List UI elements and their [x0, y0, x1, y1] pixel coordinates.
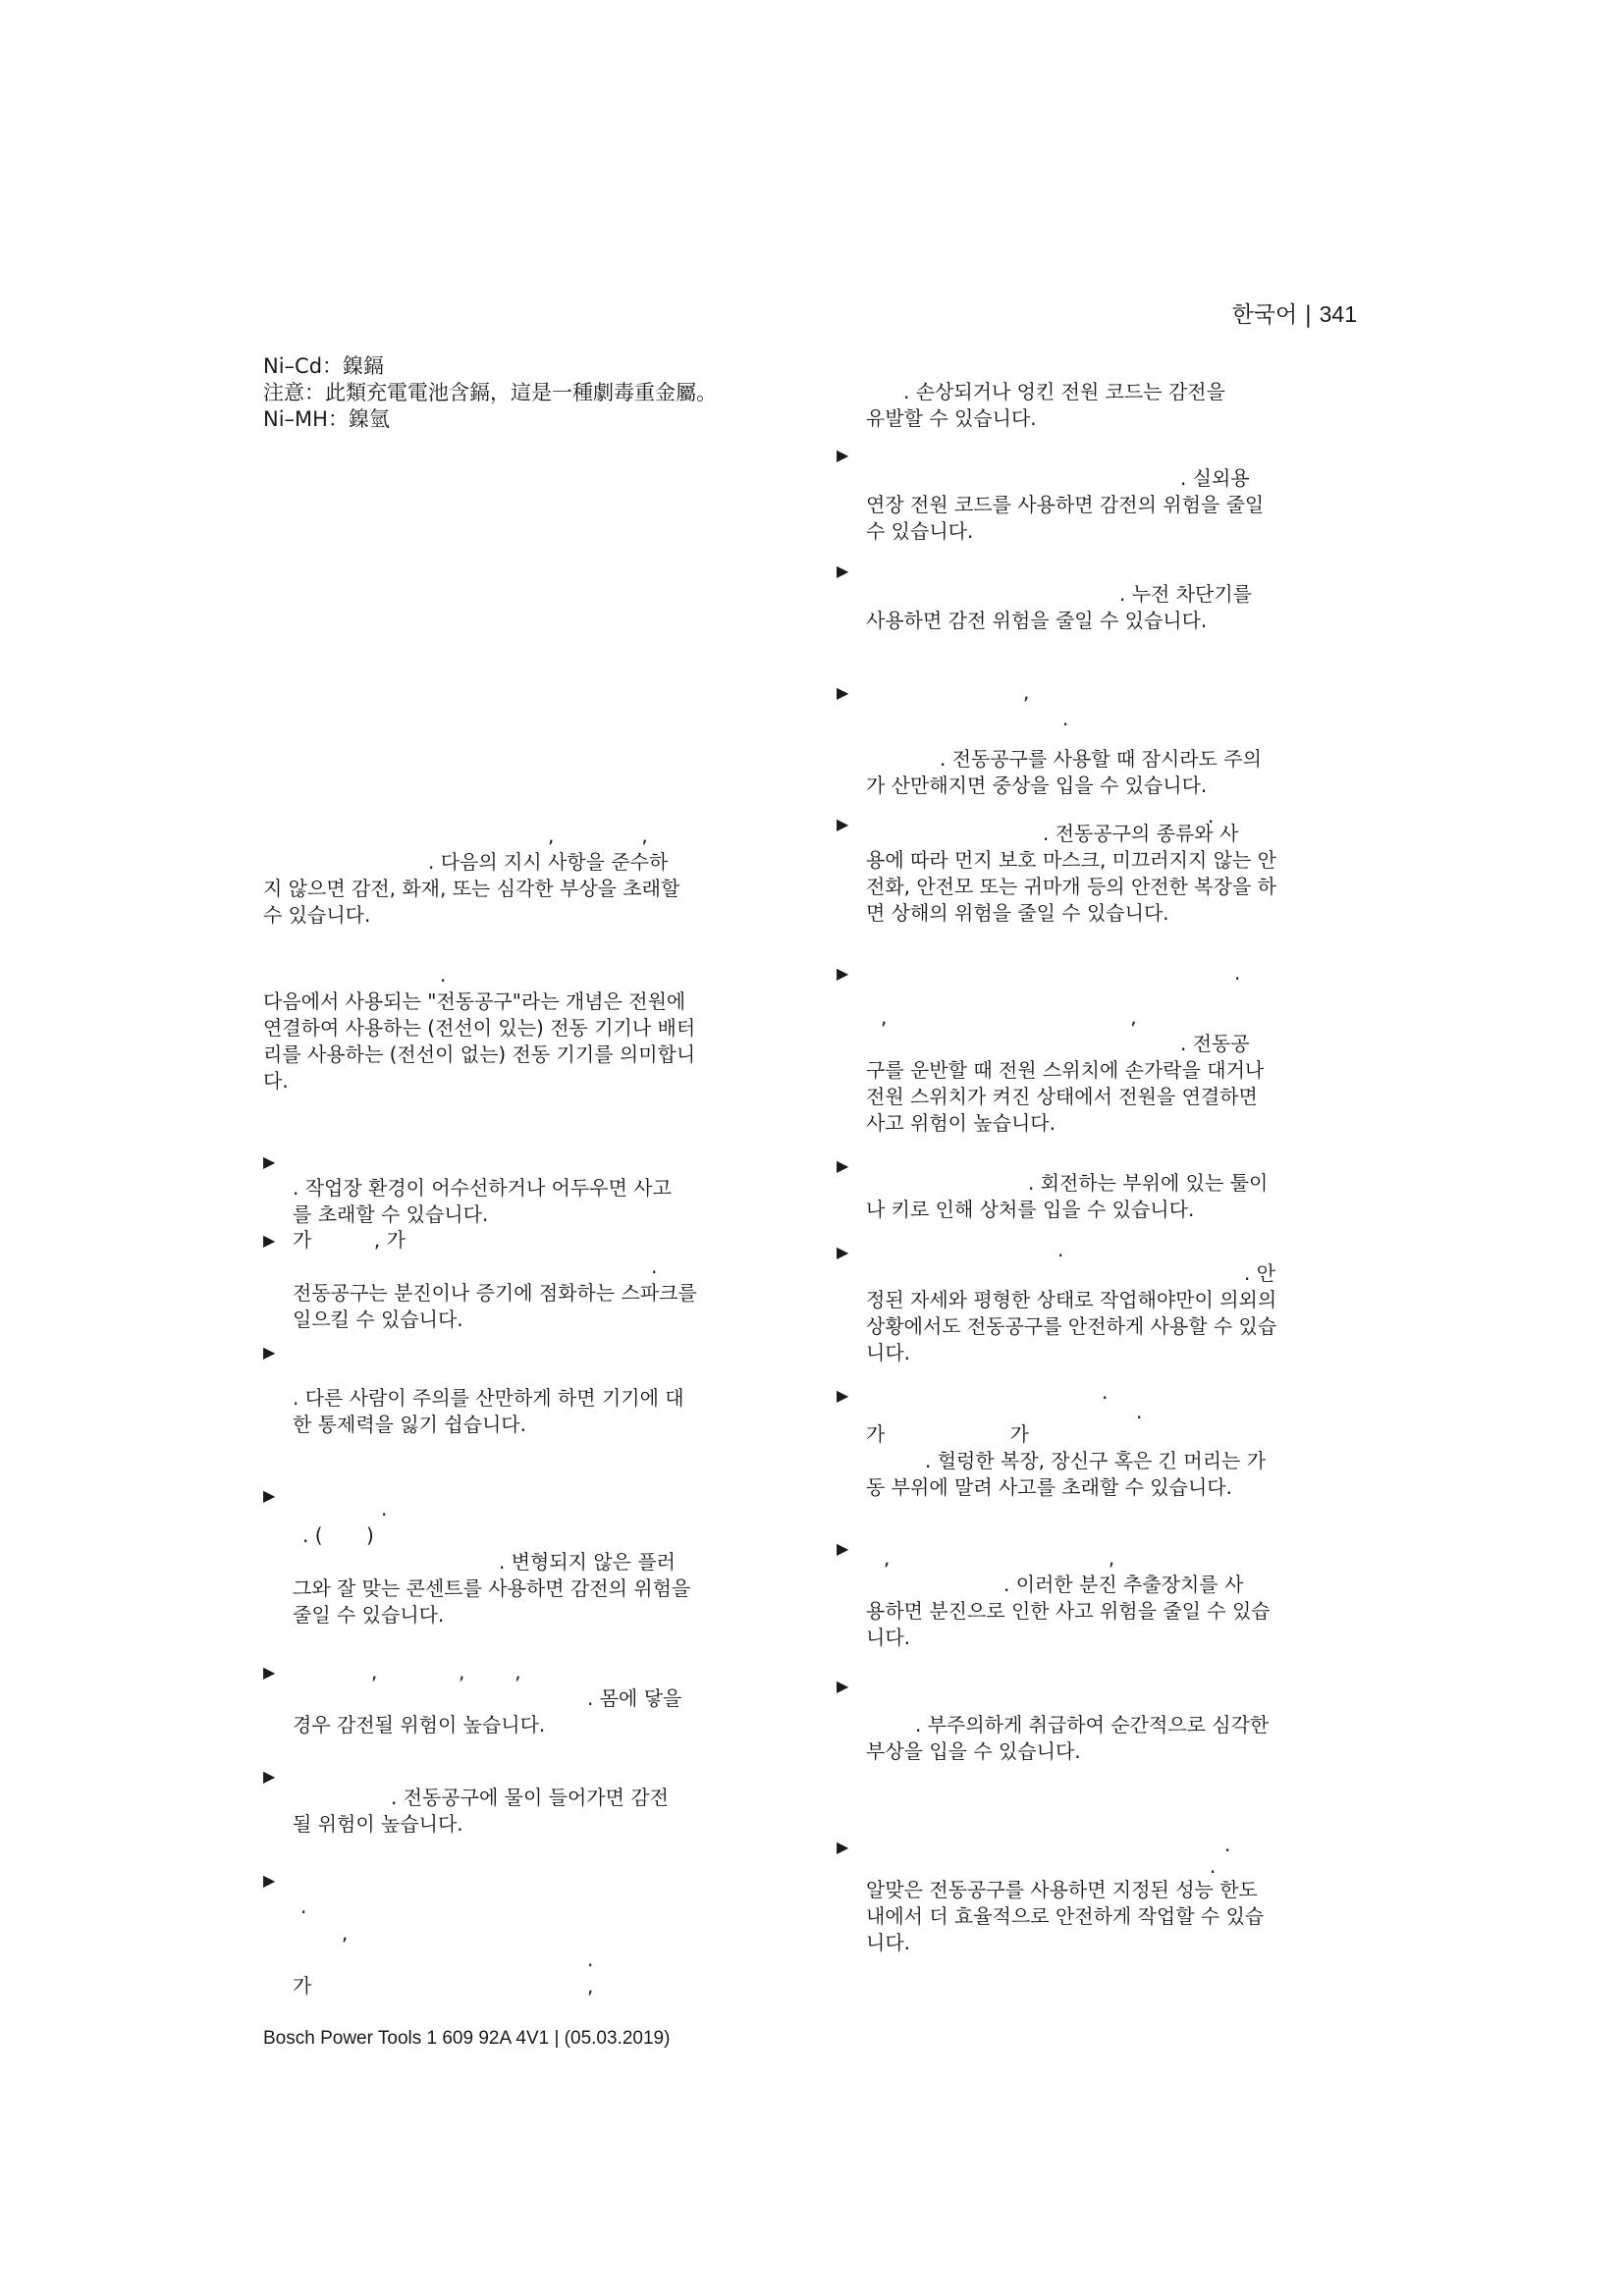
item-line: . 누전 차단기를	[1119, 582, 1252, 606]
item-line: 그와 잘 맞는 콘센트를 사용하면 감전의 위험을	[293, 1576, 691, 1600]
triangle-right-icon: ▶	[837, 815, 849, 833]
triangle-right-icon: ▶	[837, 446, 849, 464]
list-item	[837, 379, 1372, 432]
list-item	[263, 1148, 793, 1228]
item-line: . 회전하는 부위에 있는 툴이	[1028, 1171, 1269, 1195]
item-line: 전화, 안전모 또는 귀마개 등의 안전한 복장을 하	[866, 875, 1276, 898]
item-dot: .	[1210, 1854, 1217, 1878]
warning-line-1: . 다음의 지시 사항을 준수하	[428, 850, 669, 874]
item-line: . 실외용	[1180, 466, 1250, 490]
definition-line-1: 다음에서 사용되는 "전동공구"라는 개념은 전원에	[263, 989, 686, 1013]
triangle-right-icon: ▶	[263, 1486, 276, 1505]
item-line: 알맞은 전동공구를 사용하면 지정된 성능 한도	[866, 1878, 1258, 1901]
cadmium-warning-line: 注意：此類充電電池含鎘，這是一種劇毒重金屬。	[263, 381, 717, 404]
item-line: 사용하면 감전 위험을 줄일 수 있습니다.	[866, 609, 1208, 632]
list-item	[837, 442, 1372, 545]
item-line: 가 산만해지면 중상을 입을 수 있습니다.	[866, 774, 1208, 797]
list-item	[837, 1239, 1372, 1366]
triangle-right-icon: ▶	[837, 561, 849, 580]
item-dot: .	[587, 1948, 594, 1971]
right-column	[837, 379, 1372, 1989]
left-column	[263, 353, 793, 2002]
item-line: 사고 위험이 높습니다.	[866, 1111, 1056, 1135]
item-line: 니다.	[866, 1626, 910, 1649]
item-line: . 전동공구에 물이 들어가면 감전	[391, 1786, 669, 1809]
header-separator: |	[1297, 302, 1320, 328]
item-line: 경우 감전될 위험이 높습니다.	[293, 1713, 546, 1736]
list-item	[263, 1339, 793, 1438]
item-dot: .	[1136, 1400, 1143, 1423]
item-line: 전원 스위치가 켜진 상태에서 전원을 연결하면	[866, 1085, 1258, 1108]
list-item	[837, 1382, 1372, 1501]
item-paren: . ( )	[302, 1523, 374, 1547]
item-comma: ,	[587, 1974, 594, 1998]
item-line: . 전동공구를 사용할 때 잠시라도 주의	[940, 747, 1262, 771]
item-line: 니다.	[866, 1341, 910, 1364]
item-line: 유발할 수 있습니다.	[866, 406, 1037, 430]
item-line: . 부주의하게 취급하여 순간적으로 심각한	[915, 1713, 1270, 1736]
item-line: 용에 따라 먼지 보호 마스크, 미끄러지지 않는 안	[866, 848, 1276, 872]
list-item	[837, 1673, 1372, 1765]
item-line: 연장 전원 코드를 사용하면 감전의 위험을 줄일	[866, 493, 1265, 516]
triangle-right-icon: ▶	[837, 1539, 849, 1558]
item-line: 구를 운반할 때 전원 스위치에 손가락을 대거나	[866, 1058, 1265, 1082]
triangle-right-icon: ▶	[263, 1152, 276, 1171]
item-dot: .	[1224, 1833, 1231, 1856]
warning-commas: , ,	[548, 824, 648, 847]
item-line: 일으킬 수 있습니다.	[293, 1308, 463, 1331]
item-line: 면 상해의 위험을 줄일 수 있습니다.	[866, 901, 1169, 925]
list-item	[837, 1152, 1372, 1223]
definition-paragraph	[263, 962, 793, 1095]
triangle-right-icon: ▶	[837, 1386, 849, 1405]
page-header	[1232, 296, 1357, 329]
nimh-line: Ni–MH：鎳氫	[263, 407, 390, 431]
item-line: 될 위험이 높습니다.	[293, 1812, 463, 1836]
item-dot: .	[651, 1255, 658, 1278]
item-ga: 가	[293, 1974, 312, 1998]
item-commas: , , ,	[371, 1660, 521, 1683]
definition-line-2: 연결하여 사용하는 (전선이 있는) 전동 기기나 배터	[263, 1016, 696, 1040]
general-warning	[263, 823, 793, 929]
warning-line-3: 수 있습니다.	[263, 903, 371, 927]
item-line: 내에서 더 효율적으로 안전하게 작업할 수 있습	[866, 1904, 1265, 1928]
triangle-right-icon: ▶	[837, 964, 849, 983]
triangle-right-icon: ▶	[263, 1343, 276, 1362]
item-line: . 손상되거나 엉킨 전원 코드는 감전을	[903, 380, 1225, 403]
triangle-right-icon: ▶	[837, 1156, 849, 1175]
list-item	[263, 1659, 793, 1738]
item-line: 수 있습니다.	[866, 519, 974, 543]
item-dot: .	[1057, 1238, 1064, 1261]
item-dot: .	[381, 1497, 388, 1521]
item-line: . 다른 사람이 주의를 산만하게 하면 기기에 대	[293, 1386, 684, 1410]
item-commas: , ,	[881, 1005, 1137, 1029]
item-line: 한 통제력을 잃기 쉽습니다.	[293, 1413, 526, 1436]
page-footer: Bosch Power Tools 1 609 92A 4V1 | (05.03.2019)	[263, 2028, 671, 2049]
triangle-right-icon: ▶	[837, 1677, 849, 1695]
item-line: . 안	[1244, 1261, 1276, 1285]
triangle-right-icon: ▶	[263, 1663, 276, 1682]
item-dot: .	[1208, 804, 1215, 828]
item-comma: ,	[1023, 680, 1030, 704]
page-number: 341	[1319, 301, 1357, 327]
item-dot: .	[1062, 707, 1069, 730]
item-line: 상황에서도 전동공구를 안전하게 사용할 수 있습	[866, 1314, 1277, 1338]
item-dot: .	[300, 1895, 307, 1918]
nicd-line: Ni–Cd：鎳鎘	[263, 354, 385, 378]
item-line: 정된 자세와 평형한 상태로 작업해야만이 의외의	[866, 1288, 1277, 1311]
definition-line-4: 다.	[263, 1069, 289, 1093]
list-item	[263, 1482, 793, 1629]
item-line: 부상을 입을 수 있습니다.	[866, 1739, 1081, 1763]
list-item	[263, 1763, 793, 1838]
header-language: 한국어	[1231, 302, 1298, 328]
item-line: . 몸에 닿을	[587, 1686, 682, 1710]
item-line: . 이러한 분진 추출장치를 사	[1003, 1573, 1244, 1596]
item-commas: , ,	[884, 1546, 1115, 1570]
item-line: 전동공구는 분진이나 증기에 점화하는 스파크를	[293, 1281, 697, 1305]
list-item	[263, 1867, 793, 2000]
warning-line-2: 지 않으면 감전, 화재, 또는 심각한 부상을 초래할	[263, 877, 680, 900]
item-line: . 헐렁한 복장, 장신구 혹은 긴 머리는 가	[925, 1449, 1267, 1472]
item-line: 용하면 분진으로 인한 사고 위험을 줄일 수 있습	[866, 1599, 1271, 1623]
triangle-right-icon: ▶	[837, 1838, 849, 1856]
triangle-right-icon: ▶	[837, 1243, 849, 1261]
triangle-right-icon: ▶	[263, 1231, 276, 1250]
item-line: . 변형되지 않은 플러	[499, 1550, 676, 1574]
item-last-line	[263, 1973, 793, 2000]
triangle-right-icon: ▶	[263, 1871, 276, 1890]
item-line: . 작업장 환경이 어수선하거나 어두우면 사고	[293, 1176, 672, 1200]
item-line: . 전동공구의 종류와 사	[1043, 822, 1239, 845]
triangle-right-icon: ▶	[263, 1767, 276, 1786]
list-item	[837, 1535, 1372, 1651]
list-item	[837, 1834, 1372, 1956]
item-line: 동 부위에 말려 사고를 초래할 수 있습니다.	[866, 1475, 1232, 1499]
list-item	[263, 1227, 793, 1333]
definition-dot: .	[440, 963, 447, 987]
battery-note	[263, 353, 793, 433]
list-item	[837, 679, 1372, 799]
item-dot: .	[1102, 1380, 1109, 1404]
item-line: . 전동공	[1180, 1032, 1250, 1055]
item-line: 를 초래할 수 있습니다.	[293, 1202, 489, 1226]
item-ga: 가 가	[866, 1422, 1029, 1446]
definition-line-3: 리를 사용하는 (전선이 없는) 전동 기기를 의미합니	[263, 1042, 696, 1066]
item-head: 가 , 가	[293, 1228, 406, 1252]
item-dot: .	[1234, 961, 1241, 985]
item-line: 니다.	[866, 1931, 910, 1954]
item-line: 줄일 수 있습니다.	[293, 1603, 445, 1627]
item-line: 나 키로 인해 상처를 입을 수 있습니다.	[866, 1198, 1195, 1221]
list-item	[837, 558, 1372, 634]
item-comma: ,	[342, 1921, 349, 1945]
list-item	[837, 804, 1372, 927]
triangle-right-icon: ▶	[837, 683, 849, 702]
list-item	[837, 960, 1372, 1137]
